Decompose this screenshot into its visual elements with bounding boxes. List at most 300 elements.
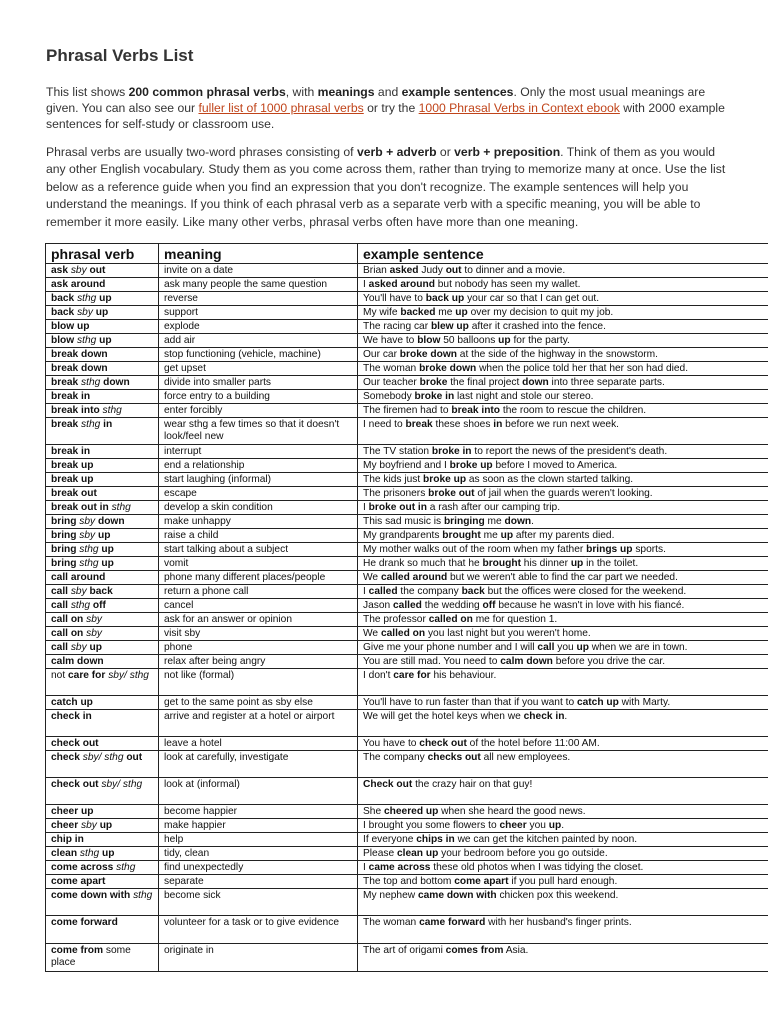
- phrasal-verb-cell: [46, 889, 159, 916]
- text-run: the wedding: [421, 600, 483, 611]
- text-run: I don't: [363, 670, 394, 681]
- bold-text: came down with: [417, 890, 497, 901]
- table-row: [46, 916, 768, 944]
- text-run: but the offices were closed for the weekend.: [484, 586, 687, 597]
- italic-text: sby/ sthg: [105, 670, 149, 681]
- text-run: when the police told her that her son had died.: [476, 363, 689, 374]
- table-row: [46, 571, 768, 585]
- bold-text: care for: [393, 670, 431, 681]
- example-cell: [358, 404, 768, 418]
- bold-text: blow: [51, 335, 75, 346]
- phrasal-verb-cell: [46, 543, 159, 557]
- meaning-cell: help: [159, 833, 358, 847]
- bold-text: break in: [51, 446, 91, 457]
- text-run: Our teacher: [363, 377, 420, 388]
- table-row: [46, 459, 768, 473]
- phrasal-verb-cell: [46, 529, 159, 543]
- text-run: over my decision to quit my job.: [467, 307, 614, 318]
- table-row: [46, 819, 768, 833]
- table-row: [46, 847, 768, 861]
- bold-text: catch up: [576, 697, 619, 708]
- italic-text: sby: [68, 586, 90, 597]
- text-run: Our car: [363, 349, 400, 360]
- meaning-cell: look at carefully, investigate: [159, 751, 358, 778]
- meaning-cell: invite on a date: [159, 264, 358, 278]
- phrasal-verb-cell: [46, 418, 159, 445]
- bold-text: up: [498, 335, 511, 346]
- text-run: or: [436, 145, 455, 159]
- bold-text: come down with: [51, 890, 131, 901]
- meaning-cell: support: [159, 306, 358, 320]
- italic-text: sthg: [78, 377, 104, 388]
- text-run: The woman: [363, 917, 420, 928]
- text-run: your car so that I can get out.: [464, 293, 600, 304]
- text-run: after it crashed into the fence.: [468, 321, 606, 332]
- text-run: as soon as the clown started talking.: [466, 474, 634, 485]
- text-run: all new employees.: [480, 752, 571, 763]
- phrasal-verb-cell: [46, 390, 159, 404]
- bold-text: down: [522, 377, 549, 388]
- text-run: after my parents died.: [513, 530, 615, 541]
- meaning-cell: become sick: [159, 889, 358, 916]
- bold-text: calm down: [51, 656, 104, 667]
- bold-text: break: [51, 419, 79, 430]
- text-run: when we are in town.: [588, 642, 688, 653]
- phrasal-verb-cell: [46, 778, 159, 805]
- bold-text: in: [493, 419, 503, 430]
- phrasal-verb-cell: [46, 376, 159, 390]
- bold-text: broke down: [419, 363, 477, 374]
- bold-text: up: [99, 335, 112, 346]
- text-run: into three separate parts.: [548, 377, 665, 388]
- table-row: [46, 613, 768, 627]
- bold-text: come forward: [51, 917, 118, 928]
- example-cell: [358, 696, 768, 710]
- example-cell: [358, 320, 768, 334]
- table-row: [46, 641, 768, 655]
- text-run: I need to: [363, 419, 406, 430]
- bold-text: clean up: [396, 848, 439, 859]
- bold-text: call: [537, 642, 555, 653]
- phrasal-verb-cell: [46, 571, 159, 585]
- text-run: My grandparents: [363, 530, 443, 541]
- bold-text: break up: [51, 474, 94, 485]
- bold-text: up: [99, 820, 113, 831]
- bold-text: check out: [51, 779, 99, 790]
- example-cell: [358, 376, 768, 390]
- text-run: The firemen had to: [363, 405, 452, 416]
- meaning-cell: volunteer for a task or to give evidence: [159, 916, 358, 944]
- meaning-cell: return a phone call: [159, 585, 358, 599]
- description-paragraph: [46, 144, 726, 231]
- phrasal-verb-cell: [46, 362, 159, 376]
- phrasal-verb-cell: [46, 944, 159, 972]
- meaning-cell: originate in: [159, 944, 358, 972]
- bold-text: called on: [380, 628, 426, 639]
- text-run: . Think of them as you would any other English vocabulary. Study them as you come across them, rather than trying to memorize many at once. Use the list below as a reference guide when you find an expression that you don't recognize. The example sentences will help you understand the meanings. If you think of each phrasal verb as a separate verb with a specific meaning, you will be able to remember it more easily. Like many other verbs, phrasal verbs often have more than one meaning.: [46, 145, 726, 229]
- text-run: me: [435, 307, 456, 318]
- phrasal-verb-cell: [46, 655, 159, 669]
- phrasal-verb-cell: [46, 278, 159, 292]
- phrasal-verb-cell: [46, 473, 159, 487]
- example-cell: [358, 418, 768, 445]
- example-cell: [358, 599, 768, 613]
- table-row: [46, 557, 768, 571]
- meaning-cell: start laughing (informal): [159, 473, 358, 487]
- bold-text: up: [570, 558, 584, 569]
- italic-text: sby: [68, 642, 90, 653]
- example-cell: [358, 805, 768, 819]
- intro-paragraph: [46, 84, 726, 132]
- bold-text: come across: [51, 862, 114, 873]
- phrasal-verb-cell: [46, 641, 159, 655]
- bold-text: back: [89, 586, 113, 597]
- table-row: [46, 404, 768, 418]
- table-header-row: [46, 244, 768, 264]
- example-cell: [358, 819, 768, 833]
- table-row: [46, 696, 768, 710]
- bold-text: ask around: [51, 279, 106, 290]
- table-row: [46, 390, 768, 404]
- text-run: I: [363, 586, 369, 597]
- bold-text: broke out: [428, 488, 475, 499]
- text-run: to dinner and a movie.: [461, 265, 566, 276]
- bold-text: up: [455, 307, 468, 318]
- table-row: [46, 320, 768, 334]
- bold-text: back: [461, 586, 485, 597]
- bold-text: call on: [51, 628, 84, 639]
- bold-text: verb + adverb: [356, 145, 437, 159]
- meaning-cell: wear sthg a few times so that it doesn't look/feel new: [159, 418, 358, 445]
- meaning-cell: end a relationship: [159, 459, 358, 473]
- table-row: [46, 306, 768, 320]
- bold-text: break into: [51, 405, 100, 416]
- meaning-cell: not like (formal): [159, 669, 358, 696]
- text-run: This sad music is: [363, 516, 444, 527]
- bold-text: up: [99, 293, 112, 304]
- phrasal-verb-cell: [46, 751, 159, 778]
- example-cell: [358, 889, 768, 916]
- bold-text: called: [368, 586, 398, 597]
- example-cell: [358, 501, 768, 515]
- meaning-cell: ask many people the same question: [159, 278, 358, 292]
- text-run: you last night but you weren't home.: [425, 628, 591, 639]
- table-row: [46, 515, 768, 529]
- meaning-cell: add air: [159, 334, 358, 348]
- text-run: We: [363, 572, 381, 583]
- bold-text: back: [51, 293, 75, 304]
- example-cell: [358, 557, 768, 571]
- bold-text: cheer up: [51, 806, 94, 817]
- text-run: You'll have to run faster than that if you want to: [363, 697, 577, 708]
- phrasal-verb-cell: [46, 557, 159, 571]
- example-cell: [358, 847, 768, 861]
- phrasal-verb-cell: [46, 599, 159, 613]
- text-run: She: [363, 806, 384, 817]
- bold-text: call: [51, 600, 68, 611]
- example-cell: [358, 445, 768, 459]
- table-row: [46, 278, 768, 292]
- phrasal-verb-cell: [46, 501, 159, 515]
- text-run: If everyone: [363, 834, 417, 845]
- italic-text: sby: [83, 628, 102, 639]
- table-row: [46, 627, 768, 641]
- phrasal-verb-cell: [46, 264, 159, 278]
- meaning-cell: interrupt: [159, 445, 358, 459]
- text-run: My mother walks out of the room when my father: [363, 544, 587, 555]
- text-run: Give me your phone number and I will: [363, 642, 538, 653]
- table-row: [46, 655, 768, 669]
- phrasal-verb-cell: [46, 805, 159, 819]
- text-run: .: [561, 820, 565, 831]
- text-run: me: [480, 530, 501, 541]
- bold-text: checks out: [427, 752, 481, 763]
- phrasal-verb-cell: [46, 459, 159, 473]
- bold-text: example sentences: [401, 85, 514, 99]
- text-run: 50 balloons: [440, 335, 499, 346]
- example-cell: [358, 861, 768, 875]
- meaning-cell: phone: [159, 641, 358, 655]
- text-run: but nobody has seen my wallet.: [434, 279, 581, 290]
- text-run: Asia.: [503, 945, 529, 956]
- italic-text: sthg: [130, 890, 153, 901]
- meaning-cell: cancel: [159, 599, 358, 613]
- bold-text: down: [504, 516, 532, 527]
- bold-text: up: [101, 544, 114, 555]
- italic-text: sthg: [99, 405, 122, 416]
- table-row: [46, 334, 768, 348]
- phrasal-verb-cell: [46, 833, 159, 847]
- italic-text: sthg: [78, 419, 104, 430]
- meaning-cell: stop functioning (vehicle, machine): [159, 348, 358, 362]
- bold-text: break: [51, 377, 79, 388]
- meaning-cell: raise a child: [159, 529, 358, 543]
- text-run: I: [363, 862, 369, 873]
- bold-text: called on: [428, 614, 473, 625]
- example-cell: [358, 833, 768, 847]
- example-cell: [358, 334, 768, 348]
- text-run: The prisoners: [363, 488, 429, 499]
- phrasal-verb-cell: [46, 819, 159, 833]
- meaning-cell: ask for an answer or opinion: [159, 613, 358, 627]
- example-cell: [358, 306, 768, 320]
- text-run: these old photos when I was tidying the closet.: [430, 862, 644, 873]
- example-cell: [358, 710, 768, 737]
- phrasal-verb-cell: [46, 696, 159, 710]
- table-row: [46, 737, 768, 751]
- bold-text: up: [97, 530, 111, 541]
- text-run: The TV station: [363, 446, 432, 457]
- table-row: [46, 585, 768, 599]
- table-row: [46, 501, 768, 515]
- example-cell: [358, 473, 768, 487]
- bold-text: meanings: [317, 85, 375, 99]
- text-run: You are still mad. You need to: [363, 656, 501, 667]
- bold-text: bring: [51, 558, 77, 569]
- italic-text: sby/ sthg: [79, 752, 127, 763]
- text-run: the room to rescue the children.: [500, 405, 647, 416]
- bold-text: asked: [389, 265, 419, 276]
- text-run: for the party.: [510, 335, 570, 346]
- example-cell: [358, 529, 768, 543]
- text-run: with Marty.: [618, 697, 671, 708]
- bold-text: broke down: [399, 349, 457, 360]
- example-cell: [358, 737, 768, 751]
- italic-text: sthg: [77, 848, 102, 859]
- meaning-cell: leave a hotel: [159, 737, 358, 751]
- inline-link[interactable]: 1000 Phrasal Verbs in Context ebook: [418, 101, 620, 115]
- bold-text: break into: [451, 405, 501, 416]
- bold-text: up: [576, 642, 589, 653]
- example-cell: [358, 751, 768, 778]
- italic-text: sby: [68, 265, 90, 276]
- bold-text: broke: [419, 377, 448, 388]
- meaning-cell: make unhappy: [159, 515, 358, 529]
- meaning-cell: relax after being angry: [159, 655, 358, 669]
- table-row: [46, 362, 768, 376]
- bold-text: come apart: [454, 876, 509, 887]
- text-run: a rash after our camping trip.: [426, 502, 561, 513]
- example-cell: [358, 669, 768, 696]
- bold-text: out: [89, 265, 106, 276]
- bold-text: call: [51, 642, 68, 653]
- example-cell: [358, 292, 768, 306]
- example-cell: [358, 543, 768, 557]
- text-run: My boyfriend and I: [363, 460, 450, 471]
- table-row: [46, 805, 768, 819]
- text-run: We will get the hotel keys when we: [363, 711, 524, 722]
- bold-text: up: [89, 642, 102, 653]
- text-run: of jail when the guards weren't looking.: [474, 488, 653, 499]
- bold-text: bringing: [443, 516, 485, 527]
- meaning-cell: look at (informal): [159, 778, 358, 805]
- example-cell: [358, 459, 768, 473]
- example-cell: [358, 641, 768, 655]
- bold-text: 200 common phrasal verbs: [128, 85, 286, 99]
- text-run: .: [564, 711, 568, 722]
- bold-text: up: [500, 530, 514, 541]
- meaning-cell: divide into smaller parts: [159, 376, 358, 390]
- text-run: My wife: [363, 307, 401, 318]
- text-run: the company: [397, 586, 462, 597]
- text-run: some place: [51, 945, 131, 968]
- phrasal-verb-cell: [46, 875, 159, 889]
- text-run: This list shows: [46, 85, 129, 99]
- italic-text: sthg: [113, 862, 136, 873]
- text-run: sports.: [632, 544, 666, 555]
- phrasal-verb-cell: [46, 306, 159, 320]
- text-run: when she heard the good news.: [438, 806, 586, 817]
- text-run: me: [484, 516, 505, 527]
- bold-text: break up: [51, 460, 94, 471]
- text-run: The professor: [363, 614, 429, 625]
- meaning-cell: arrive and register at a hotel or airport: [159, 710, 358, 737]
- bold-text: bring: [51, 516, 77, 527]
- table-row: [46, 445, 768, 459]
- bold-text: down: [103, 377, 130, 388]
- text-run: My nephew: [363, 890, 418, 901]
- table-row: [46, 669, 768, 696]
- bold-text: off: [92, 600, 106, 611]
- italic-text: sthg: [74, 293, 100, 304]
- bold-text: broke up: [423, 474, 467, 485]
- bold-text: catch up: [51, 697, 93, 708]
- bold-text: check out: [51, 738, 99, 749]
- bold-text: in: [103, 419, 113, 430]
- bold-text: brought: [482, 558, 521, 569]
- text-run: The racing car: [363, 321, 431, 332]
- bold-text: check in: [51, 711, 92, 722]
- meaning-cell: develop a skin condition: [159, 501, 358, 515]
- bold-text: verb + preposition: [454, 145, 561, 159]
- text-run: with 2000 example sentences for self-study or classroom use.: [46, 101, 725, 131]
- table-row: [46, 599, 768, 613]
- bold-text: back: [51, 307, 75, 318]
- text-run: He drank so much that he: [363, 558, 483, 569]
- table-row: [46, 487, 768, 501]
- text-run: The woman: [363, 363, 420, 374]
- bold-text: blow up: [51, 321, 90, 332]
- meaning-cell: force entry to a building: [159, 390, 358, 404]
- table-row: [46, 473, 768, 487]
- phrasal-verb-cell: [46, 348, 159, 362]
- text-run: if you pull hard enough.: [508, 876, 618, 887]
- text-run: we can get the kitchen painted by noon.: [454, 834, 638, 845]
- text-run: You'll have to: [363, 293, 426, 304]
- table-row: [46, 875, 768, 889]
- text-run: You have to: [363, 738, 420, 749]
- bold-text: out: [126, 752, 143, 763]
- phrasal-verb-cell: [46, 445, 159, 459]
- text-run: We: [363, 628, 381, 639]
- example-cell: [358, 627, 768, 641]
- text-run: before you drive the car.: [552, 656, 666, 667]
- bold-text: broke up: [449, 460, 493, 471]
- table-row: [46, 778, 768, 805]
- table-row: [46, 833, 768, 847]
- example-cell: [358, 778, 768, 805]
- italic-text: sthg: [76, 558, 102, 569]
- example-cell: [358, 944, 768, 972]
- table-row: [46, 264, 768, 278]
- header-phrasal-verb: phrasal verb: [46, 244, 159, 264]
- phrasal-verb-cell: [46, 487, 159, 501]
- italic-text: sby/ sthg: [98, 779, 143, 790]
- bold-text: down: [97, 516, 125, 527]
- bold-text: come apart: [51, 876, 106, 887]
- phrasal-verb-cell: [46, 861, 159, 875]
- bold-text: blow: [417, 335, 441, 346]
- bold-text: broke out in: [368, 502, 427, 513]
- meaning-cell: get upset: [159, 362, 358, 376]
- inline-link[interactable]: fuller list of 1000 phrasal verbs: [198, 101, 364, 115]
- text-run: Phrasal verbs are usually two-word phrases consisting of: [46, 145, 357, 159]
- meaning-cell: reverse: [159, 292, 358, 306]
- table-row: [46, 751, 768, 778]
- meaning-cell: enter forcibly: [159, 404, 358, 418]
- bold-text: ask: [51, 265, 68, 276]
- bold-text: came forward: [419, 917, 486, 928]
- meaning-cell: phone many different places/people: [159, 571, 358, 585]
- text-run: I brought you some flowers to: [363, 820, 500, 831]
- table-row: [46, 710, 768, 737]
- meaning-cell: visit sby: [159, 627, 358, 641]
- text-run: I: [363, 279, 369, 290]
- text-run: The art of origami: [363, 945, 446, 956]
- text-run: Judy: [418, 265, 446, 276]
- table-row: [46, 376, 768, 390]
- meaning-cell: find unexpectedly: [159, 861, 358, 875]
